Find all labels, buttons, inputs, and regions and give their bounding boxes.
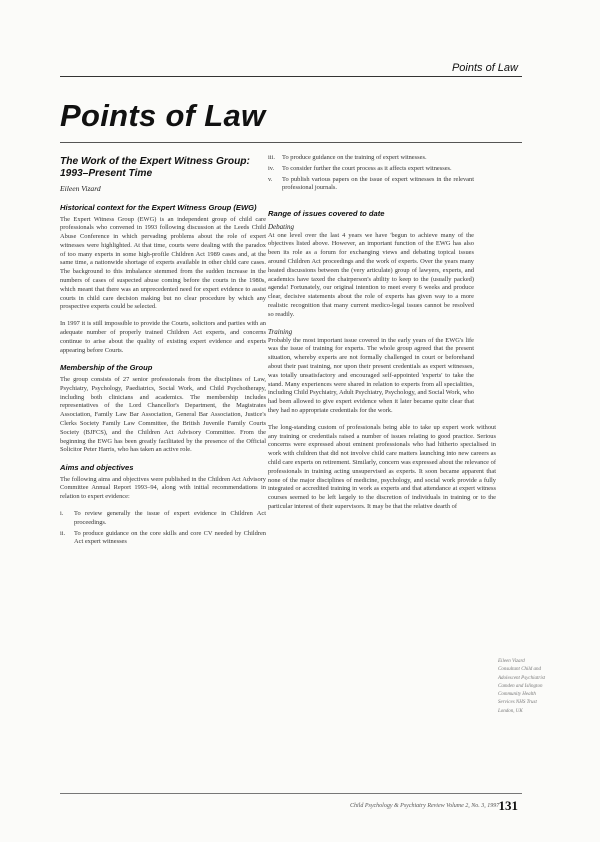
section-heading-range: Range of issues covered to date — [268, 209, 385, 219]
paragraph: The following aims and objectives were published in the Children Act Advisory Committee Annual Report 1993–94, along with initial recommendations in relation to expert evidence: — [60, 475, 266, 501]
aims-list — [60, 510, 266, 547]
paragraph: The long-standing custom of professionals being able to take up expert work without any training or credentials raised a number of issues relating to good practice. Serious concerns were expressed about eminent professionals who had hitherto specialised in work with children that did not involve child care matters launching into new careers as child care experts on retirement. Similarly, concern was expressed about the relevance of professionals in training acting unsupervised as experts. It soon became apparent that none of the major disciplines of medicine, psychology, and social work provide a fully integrated or accredited training in work as experts and that attendance at expert witness courses seemed to be left largely to the discretion of individuals in training or to the particular interest of their supervisors. It may be that the relative dearth of — [268, 423, 496, 510]
affiliation-line: Eileen Vizard — [498, 659, 525, 664]
list-item — [268, 165, 474, 174]
aims-list-continued — [268, 154, 474, 193]
right-column — [268, 150, 496, 520]
list-item — [60, 510, 266, 528]
affiliation-line: Services NHS Trust — [498, 700, 537, 706]
paragraph: The Expert Witness Group (EWG) is an independent group of child care professionals who convened in 1993 following discussion at the Leeds Child Abuse Conference in which pervading problems about the role of expert witnesses were highlighted. At that time, courts were dealing with the paradox of too many experts in some high-profile Children Act 1989 cases and, at the same time, a nationwide shortage of experts available in other child care cases. The background to this imbalance stemmed from the sudden increase in the numbers of cases of suspected abuse coming before the courts in the 1980s, which meant that there was an unprecedented need for expert evidence to assist courts in child care decision making but no clear procedure by which any prospective experts could be selected. — [60, 215, 266, 311]
paragraph: Probably the most important issue covered in the early years of the EWG's life was the issue of training for experts. The whole group agreed that the present situation, whereby experts are not formally challenged in court or beforehand about their past training, nor upon their present credentials as expert witnesses, was totally unsatisfactory and encouraged self-appointed 'experts' to take the stand. Many experiences were shared in relation to experts from all specialities, including Child Psychiatry, Adult Psychiatry, Psychology, and Social Work, who had been allowed to give expert evidence when it later became quite clear that they had no appropriate credentials for the work. — [268, 336, 474, 415]
affiliation-line: Adolescent Psychiatrist — [498, 675, 546, 681]
footer-divider — [60, 793, 522, 794]
section-heading-aims: Aims and objectives — [60, 463, 134, 473]
author-affiliation — [498, 658, 546, 716]
list-item — [268, 154, 474, 163]
paragraph: At one level over the last 4 years we have 'begun to achieve many of the objectives listed above. However, an important function of the EWG has also been its role as a forum for exchanging views and debating topical issues around Children Act proceedings and the work of experts. Over the years many heated discussions between the (very articulate) group of lawyers, experts, and academics have taxed the chairperson's ability to keep to the (usually packed) agenda! Fortunately, our original intention to meet every 6 weeks and produce clear, decisive statements about the role of experts has given way to a more realistic recognition that many current medico-legal issues cannot be resolved so readily. — [268, 231, 474, 318]
left-column — [60, 150, 266, 555]
list-item — [268, 176, 474, 194]
paragraph: In 1997 it is still impossible to provide the Courts, solicitors and parties with an adequate number of properly trained Children Act experts, and concerns continue to arise about the quality of existing expert evidence and experts appearing before Courts. — [60, 320, 266, 354]
subheading-debating: Debating — [268, 222, 295, 231]
affiliation-line: Camden and Islington — [498, 683, 543, 689]
list-number: iii. — [268, 154, 275, 161]
list-text: To produce guidance on the training of expert witnesses. — [282, 154, 427, 161]
page-number: 131 — [498, 798, 518, 813]
running-header: Points of Law — [451, 62, 518, 74]
page-title: Points of Law — [60, 98, 266, 133]
affiliation-line: Community Health — [498, 692, 536, 698]
list-text: To review generally the issue of expert evidence in Children Act proceedings. — [74, 510, 266, 526]
header-divider — [60, 76, 522, 77]
list-item — [60, 530, 266, 548]
list-number: iv. — [268, 164, 275, 172]
list-number: i. — [60, 510, 64, 518]
affiliation-line: London, UK — [498, 708, 523, 714]
section-heading-membership: Membership of the Group — [60, 363, 153, 373]
subheading-training: Training — [268, 327, 293, 336]
list-text: To produce guidance on the core skills and core CV needed by Children Act expert witnesses — [74, 529, 266, 546]
article-author: Eileen Vizard — [60, 184, 101, 193]
journal-citation: Child Psychology & Psychiatry Review Volume 2, No. 3, 1997 — [350, 803, 500, 809]
section-heading-history: Historical context for the Expert Witness Group (EWG) — [60, 203, 257, 212]
list-number: ii. — [60, 529, 66, 537]
title-divider — [60, 142, 522, 143]
list-number: v. — [268, 175, 273, 183]
list-text: To publish various papers on the issue of expert witnesses in the relevant professional journals. — [282, 175, 474, 192]
paragraph: The group consists of 27 senior professionals from the disciplines of Law, Psychiatry, Psychology, Paediatrics, Social Work, and Child Psychotherapy, including both clinicians and academics. The membership includes representatives of the Lord Chancellor's Department, the Magistrates Association, Family Law Bar Association, General Bar Association, Justice's Clerks Society Family Law Committee, the British Juvenile Family Courts Society (BJFCS), and the Children Act Advisory Committee. From the beginning the EWG has been greatly facilitated by the presence of the Official Solicitor Peter Harris, who has taken an active role. — [60, 375, 266, 454]
article-title: The Work of the Expert Witness Group: 1993–Present Time — [60, 156, 250, 179]
affiliation-line: Consultant Child and — [498, 667, 542, 673]
list-text: To consider further the court process as it affects expert witnesses. — [282, 164, 452, 172]
